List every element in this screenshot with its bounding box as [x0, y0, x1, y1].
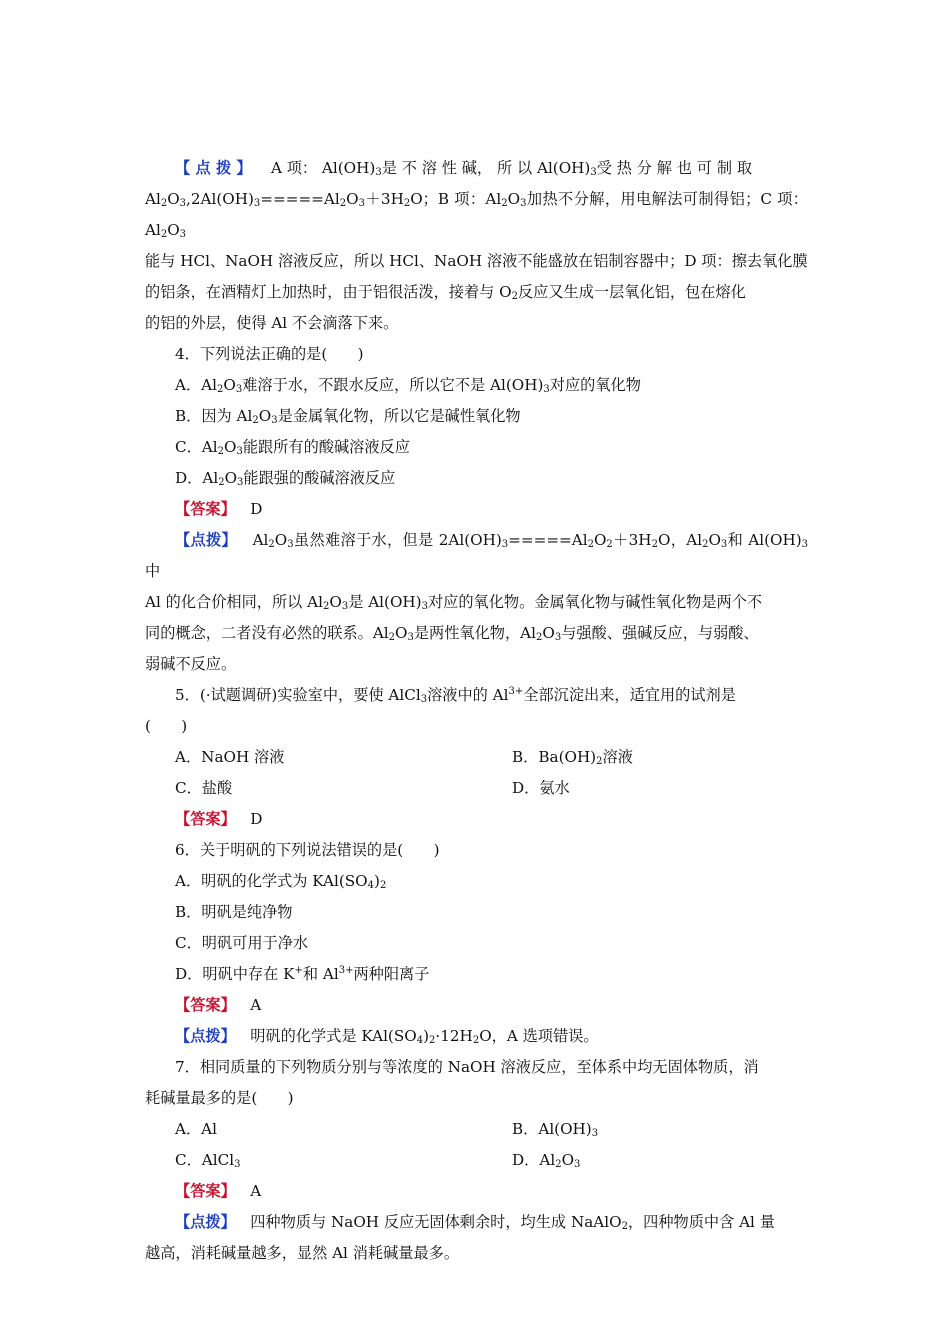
question-6-option-b: B．明矾是纯净物: [175, 903, 293, 921]
hint-label: 【 点 拨 】: [175, 159, 252, 177]
text: 受 热 分 解 也 可 制 取: [596, 159, 753, 177]
subscript: 2: [379, 880, 387, 891]
question-5-options-cd: [145, 773, 808, 804]
text: 溶液: [602, 748, 633, 766]
text: 的铝的外层，使得 Al 不会滴落下来。: [145, 314, 399, 332]
text: O: [224, 469, 238, 487]
text: ＋3H: [612, 531, 652, 549]
text: B．因为 Al: [175, 407, 253, 425]
question-6-answer: [145, 990, 808, 1021]
subscript: 2: [621, 1221, 628, 1232]
text: 耗碱量最多的是( ): [145, 1089, 294, 1107]
text: O: [542, 624, 555, 642]
subscript: 2: [555, 1159, 562, 1170]
answer-value: D: [250, 500, 263, 518]
answer-value: A: [250, 1182, 262, 1200]
text: =====Al: [508, 531, 588, 549]
question-7-hint: [145, 1207, 808, 1269]
subscript: 3: [235, 384, 243, 395]
text: O: [223, 376, 236, 394]
text: 和 Al: [302, 965, 339, 983]
subscript: 2: [268, 539, 275, 550]
subscript: 2: [535, 632, 543, 643]
text: B．Al(OH): [512, 1120, 592, 1138]
subscript: 3: [591, 1128, 599, 1139]
subscript: 3: [341, 601, 349, 612]
text: B．Ba(OH): [512, 748, 597, 766]
text: D．Al: [512, 1151, 556, 1169]
text: A．Al: [175, 376, 217, 394]
text: Al: [145, 190, 161, 208]
text: 明矾的化学式是 KAl(SO: [250, 1027, 417, 1045]
subscript: 3: [179, 229, 187, 240]
subscript: 2: [218, 477, 225, 488]
subscript: 2: [323, 601, 330, 612]
question-5-option-c: C．盐酸: [175, 779, 233, 797]
subscript: 3: [720, 539, 728, 550]
text: ·12H: [435, 1027, 473, 1045]
subscript: 3: [237, 477, 244, 488]
text: O: [167, 221, 180, 239]
subscript: 2: [596, 756, 603, 767]
subscript: 3: [520, 198, 527, 209]
text: Al 的化合价相同，所以 Al: [145, 593, 323, 611]
text: 虽然难溶于水，但是 2Al(OH): [293, 531, 502, 549]
text: O: [346, 190, 359, 208]
answer-label: 【答案】: [175, 996, 236, 1014]
subscript: 2: [511, 291, 518, 302]
text: A 项： Al(OH): [270, 159, 376, 177]
question-4-option-b: [145, 401, 808, 432]
question-7-answer: [145, 1176, 808, 1207]
document-body: [145, 153, 808, 1269]
question-7-options-cd: [145, 1145, 808, 1176]
text: ): [374, 872, 380, 890]
question-5-answer: [145, 804, 808, 835]
text: O: [561, 1151, 575, 1169]
answer-label: 【答案】: [175, 500, 236, 518]
text: ( ): [145, 717, 188, 735]
subscript: 4: [416, 1035, 424, 1046]
subscript: 3: [287, 539, 294, 550]
text: O: [224, 438, 237, 456]
question-6-hint: [145, 1021, 808, 1052]
question-4-option-c: [145, 432, 808, 463]
question-7-options-ab: [145, 1114, 808, 1145]
subscript: 3: [253, 198, 261, 209]
subscript: 2: [472, 1035, 480, 1046]
question-5-option-a: A．NaOH 溶液: [175, 748, 285, 766]
text: 加热不分解，用电解法可制得铝；C 项：Al: [145, 190, 808, 239]
text: ,2Al(OH): [186, 190, 254, 208]
text: 和 Al(OH): [727, 531, 802, 549]
text: 对应的氧化物。金属氧化物与碱性氧化物是两个不: [427, 593, 763, 611]
text: 与强酸、强碱反应，与弱酸、: [561, 624, 759, 642]
subscript: 2: [216, 384, 224, 395]
superscript: 3+: [338, 965, 354, 976]
text: D．明矾中存在 K: [175, 965, 295, 983]
subscript: 3: [271, 415, 278, 426]
answer-label: 【答案】: [175, 810, 236, 828]
hint-label: 【点拨】: [175, 1213, 236, 1231]
question-5-options-ab: [145, 742, 808, 773]
text: 反应又生成一层氧化铝，包在熔化: [517, 283, 746, 301]
subscript: 2: [160, 229, 168, 240]
subscript: 4: [367, 880, 375, 891]
text: O: [258, 407, 272, 425]
text: 是金属氧化物，所以它是碱性氧化物: [277, 407, 521, 425]
question-6-option-c: C．明矾可用于净水: [175, 934, 309, 952]
question-4-answer: [145, 494, 808, 525]
subscript: 2: [160, 198, 168, 209]
text: 是 Al(OH): [348, 593, 422, 611]
text: 两种阳离子: [353, 965, 430, 983]
text: O，A 选项错误。: [479, 1027, 599, 1045]
text: 弱碱不反应。: [145, 655, 237, 673]
subscript: 3: [590, 167, 597, 178]
subscript: 3: [543, 384, 550, 395]
text: 溶液中的 Al: [427, 686, 509, 704]
question-7-option-b: [512, 1114, 598, 1145]
question-5-option-d: D．氨水: [512, 779, 570, 797]
subscript: 2: [252, 415, 259, 426]
question-7-option-a: A．Al: [175, 1120, 217, 1138]
subscript: 3: [407, 632, 414, 643]
text: Al: [252, 531, 269, 549]
text: 7．相同质量的下列物质分别与等浓度的 NaOH 溶液反应，至体系中均无固体物质，消: [175, 1058, 759, 1076]
subscript: 2: [651, 539, 658, 550]
subscript: 3: [801, 539, 809, 550]
question-5-stem: [145, 680, 808, 742]
subscript: 3: [358, 198, 365, 209]
text: O: [395, 624, 408, 642]
subscript: 3: [420, 694, 428, 705]
text: 5．(·试题调研)实验室中，要使 AlCl: [175, 686, 421, 704]
text: 对应的氧化物: [549, 376, 641, 394]
text: A．明矾的化学式为 KAl(SO: [175, 872, 368, 890]
subscript: 3: [236, 446, 243, 457]
text: 的铝条，在酒精灯上加热时，由于铝很活泼，接着与 O: [145, 283, 512, 301]
text: ): [423, 1027, 430, 1045]
subscript: 3: [421, 601, 428, 612]
subscript: 3: [501, 539, 509, 550]
question-7-option-c: [175, 1145, 512, 1176]
subscript: 2: [702, 539, 709, 550]
question-4-hint: [145, 525, 808, 680]
question-6-stem: 6．关于明矾的下列说法错误的是( ): [175, 841, 440, 859]
subscript: 2: [606, 539, 613, 550]
subscript: 2: [217, 446, 225, 457]
question-4-option-d: [145, 463, 808, 494]
text: 是 不 溶 性 碱， 所 以 Al(OH): [381, 159, 591, 177]
text: 能跟所有的酸碱溶液反应: [242, 438, 410, 456]
text: 越高，消耗碱量越多，显然 Al 消耗碱量最多。: [145, 1244, 460, 1262]
text: ＋3H: [364, 190, 404, 208]
text: ，四种物质中含 Al 量: [627, 1213, 775, 1231]
question-4-stem: 4．下列说法正确的是( ): [175, 345, 364, 363]
subscript: 3: [179, 198, 187, 209]
question-4-option-a: [145, 370, 808, 401]
text: O: [167, 190, 180, 208]
text: 能跟强的酸碱溶液反应: [243, 469, 396, 487]
text: O: [329, 593, 342, 611]
text: C．Al: [175, 438, 218, 456]
hint-label: 【点拨】: [175, 531, 238, 549]
subscript: 3: [234, 1159, 241, 1170]
text: 是两性氧化物，Al: [413, 624, 536, 642]
answer-label: 【答案】: [175, 1182, 236, 1200]
text: O，Al: [657, 531, 703, 549]
text: 四种物质与 NaOH 反应无固体剩余时，均生成 NaAlO: [250, 1213, 622, 1231]
subscript: 2: [429, 1035, 436, 1046]
question-6-option-d: [145, 959, 808, 990]
hint-label: 【点拨】: [175, 1027, 236, 1045]
text: =====Al: [260, 190, 340, 208]
text: O: [708, 531, 721, 549]
text: 全部沉淀出来，适宜用的试剂是: [523, 686, 736, 704]
subscript: 3: [574, 1159, 581, 1170]
superscript: +: [294, 965, 303, 976]
question-7-option-d: [512, 1145, 580, 1176]
answer-value: D: [250, 810, 263, 828]
text: C．AlCl: [175, 1151, 235, 1169]
text: O: [274, 531, 288, 549]
subscript: 2: [339, 198, 347, 209]
text: O: [593, 531, 607, 549]
question-7-stem: [145, 1052, 808, 1114]
question-5-option-b: [512, 742, 633, 773]
hint-paragraph: [145, 153, 808, 339]
text: D．Al: [175, 469, 219, 487]
text: 能与 HCl、NaOH 溶液反应，所以 HCl、NaOH 溶液不能盛放在铝制容器中；D 项：擦去氧化膜: [145, 252, 808, 270]
text: 同的概念，二者没有必然的联系。Al: [145, 624, 389, 642]
text: 难溶于水，不跟水反应，所以它不是 Al(OH): [242, 376, 544, 394]
text: 中: [145, 562, 161, 580]
superscript: 3+: [508, 686, 524, 697]
answer-value: A: [250, 996, 262, 1014]
question-6-option-a: [145, 866, 808, 897]
subscript: 2: [501, 198, 508, 209]
subscript: 2: [587, 539, 594, 550]
text: O；B 项：Al: [410, 190, 502, 208]
subscript: 3: [375, 167, 382, 178]
subscript: 3: [554, 632, 562, 643]
subscript: 2: [388, 632, 396, 643]
text: O: [507, 190, 521, 208]
subscript: 2: [403, 198, 411, 209]
